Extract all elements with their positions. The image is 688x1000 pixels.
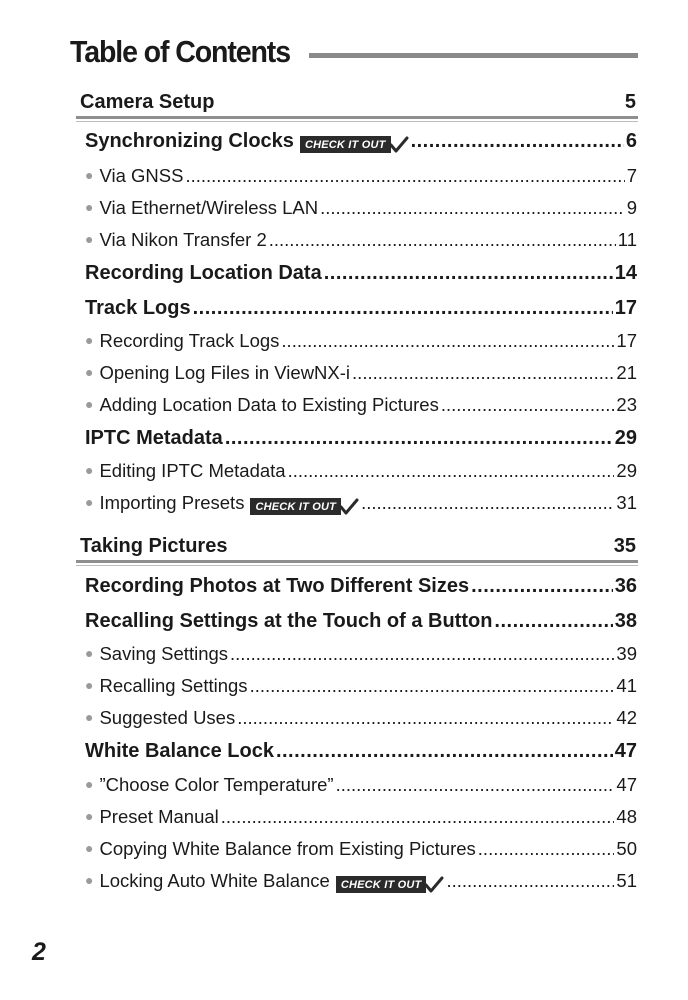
toc-subentry[interactable] — [85, 774, 637, 796]
entry-title: White Balance Lock — [85, 740, 274, 762]
toc-subentry[interactable] — [85, 330, 637, 352]
bullet-icon: ● — [85, 872, 94, 888]
bullet-icon: ● — [85, 645, 94, 661]
dot-leader — [230, 643, 614, 665]
toc-subentry[interactable] — [85, 229, 637, 251]
checkmark-icon — [424, 876, 444, 894]
entry-page: 9 — [626, 197, 637, 218]
section-title: Taking Pictures — [80, 535, 228, 557]
entry-page: 41 — [616, 675, 637, 696]
bullet-icon: ● — [85, 808, 94, 824]
entry-page: 7 — [626, 165, 637, 186]
bullet-icon: ● — [85, 709, 94, 725]
toc-subentry[interactable] — [85, 643, 637, 665]
dot-leader — [336, 774, 615, 796]
toc-subentry[interactable] — [85, 870, 637, 892]
dot-leader — [352, 362, 614, 384]
checkmark-icon — [339, 498, 359, 516]
dot-leader — [441, 394, 615, 416]
bullet-icon: ● — [85, 231, 94, 247]
check-it-out-badge — [250, 498, 359, 515]
entry-page: 47 — [616, 774, 637, 795]
entry-page: 17 — [614, 297, 637, 319]
entry-title: Via GNSS — [99, 165, 184, 186]
entry-page: 47 — [614, 740, 637, 762]
entry-page: 36 — [614, 575, 637, 597]
bullet-icon: ● — [85, 494, 94, 510]
toc-subentry[interactable] — [85, 197, 637, 219]
entry-title: Recording Track Logs — [99, 330, 280, 351]
entry-title: Suggested Uses — [99, 707, 236, 728]
entry-page: 29 — [614, 427, 637, 449]
checkmark-icon — [389, 136, 409, 154]
toc-subentry[interactable] — [85, 806, 637, 828]
badge-label: CHECK IT OUT — [336, 876, 427, 893]
dot-leader — [320, 197, 625, 219]
entry-page: 39 — [616, 643, 637, 664]
entry-page: 42 — [616, 707, 637, 728]
dot-leader — [221, 806, 615, 828]
entry-title: Importing Presets — [99, 492, 245, 513]
entry-page: 51 — [616, 870, 637, 891]
entry-title: Via Nikon Transfer 2 — [99, 229, 267, 250]
entry-page: 14 — [614, 262, 637, 284]
badge-label: CHECK IT OUT — [250, 498, 341, 515]
entry-page: 29 — [616, 460, 637, 481]
section-page: 35 — [613, 535, 636, 557]
entry-title: Editing IPTC Metadata — [99, 460, 286, 481]
dot-leader — [281, 330, 614, 352]
badge-label: CHECK IT OUT — [300, 136, 391, 153]
entry-page: 50 — [616, 838, 637, 859]
section-rule — [76, 116, 638, 119]
entry-page: 31 — [616, 492, 637, 513]
title-rule — [309, 53, 638, 58]
bullet-icon: ● — [85, 776, 94, 792]
dot-leader — [225, 427, 613, 450]
entry-title: IPTC Metadata — [85, 427, 223, 449]
toc-subentry[interactable] — [85, 394, 637, 416]
entry-title: Recording Location Data — [85, 262, 322, 284]
entry-title: Recalling Settings — [99, 675, 248, 696]
dot-leader — [446, 870, 614, 892]
bullet-icon: ● — [85, 396, 94, 412]
dot-leader — [185, 165, 624, 187]
entry-title: Preset Manual — [99, 806, 219, 827]
section-heading[interactable] — [76, 532, 638, 566]
bullet-icon: ● — [85, 840, 94, 856]
page-number: 2 — [32, 938, 46, 966]
bullet-icon: ● — [85, 462, 94, 478]
entry-title: ”Choose Color Temperature” — [99, 774, 334, 795]
toc-entry[interactable] — [85, 297, 637, 320]
dot-leader — [288, 460, 615, 482]
dot-leader — [250, 675, 615, 697]
section-heading-row — [76, 88, 638, 116]
dot-leader — [478, 838, 615, 860]
toc-title: Table of Contents — [70, 34, 290, 69]
dot-leader — [276, 740, 613, 763]
entry-title: Via Ethernet/Wireless LAN — [99, 197, 319, 218]
entry-page: 17 — [616, 330, 637, 351]
toc-subentry[interactable] — [85, 165, 637, 187]
dot-leader — [471, 575, 613, 598]
section-page: 5 — [624, 91, 636, 113]
dot-leader — [193, 297, 613, 320]
toc-header — [70, 30, 638, 74]
entry-title: Recalling Settings at the Touch of a Button — [85, 610, 493, 632]
dot-leader — [494, 610, 612, 633]
entry-page: 21 — [616, 362, 637, 383]
toc-subentry[interactable] — [85, 362, 637, 384]
entry-title: Synchronizing Clocks — [85, 130, 294, 152]
toc-subentry[interactable] — [85, 707, 637, 729]
toc-entry[interactable] — [85, 740, 637, 763]
toc-subentry[interactable] — [85, 460, 637, 482]
bullet-icon: ● — [85, 677, 94, 693]
entry-title: Locking Auto White Balance — [99, 870, 330, 891]
entry-title: Track Logs — [85, 297, 191, 319]
bullet-icon: ● — [85, 332, 94, 348]
dot-leader — [269, 229, 616, 251]
entry-page: 6 — [625, 130, 637, 152]
toc-entry[interactable] — [85, 262, 637, 285]
section-heading-row — [76, 532, 638, 560]
dot-leader — [237, 707, 614, 729]
dot-leader — [361, 492, 614, 514]
dot-leader — [411, 130, 624, 153]
toc-entry[interactable] — [85, 610, 637, 633]
entry-page: 38 — [614, 610, 637, 632]
section-title: Camera Setup — [80, 91, 215, 113]
entry-title: Saving Settings — [99, 643, 229, 664]
toc-entry[interactable] — [85, 427, 637, 450]
entry-page: 48 — [616, 806, 637, 827]
section-heading[interactable] — [76, 88, 638, 122]
bullet-icon: ● — [85, 167, 94, 183]
dot-leader — [324, 262, 613, 285]
bullet-icon: ● — [85, 199, 94, 215]
section-rule — [76, 560, 638, 563]
section-rule-thin — [76, 565, 638, 566]
check-it-out-badge — [300, 136, 409, 153]
entry-title: Copying White Balance from Existing Pictures — [99, 838, 476, 859]
toc-subentry[interactable] — [85, 838, 637, 860]
check-it-out-badge — [336, 876, 445, 893]
entry-title: Opening Log Files in ViewNX-i — [99, 362, 351, 383]
section-rule-thin — [76, 121, 638, 122]
toc-subentry[interactable] — [85, 492, 637, 514]
toc-entry[interactable] — [85, 130, 637, 153]
toc-entry[interactable] — [85, 575, 637, 598]
entry-page: 23 — [616, 394, 637, 415]
toc-subentry[interactable] — [85, 675, 637, 697]
bullet-icon: ● — [85, 364, 94, 380]
entry-title: Recording Photos at Two Different Sizes — [85, 575, 470, 597]
entry-page: 11 — [617, 229, 637, 250]
entry-title: Adding Location Data to Existing Pictures — [99, 394, 439, 415]
